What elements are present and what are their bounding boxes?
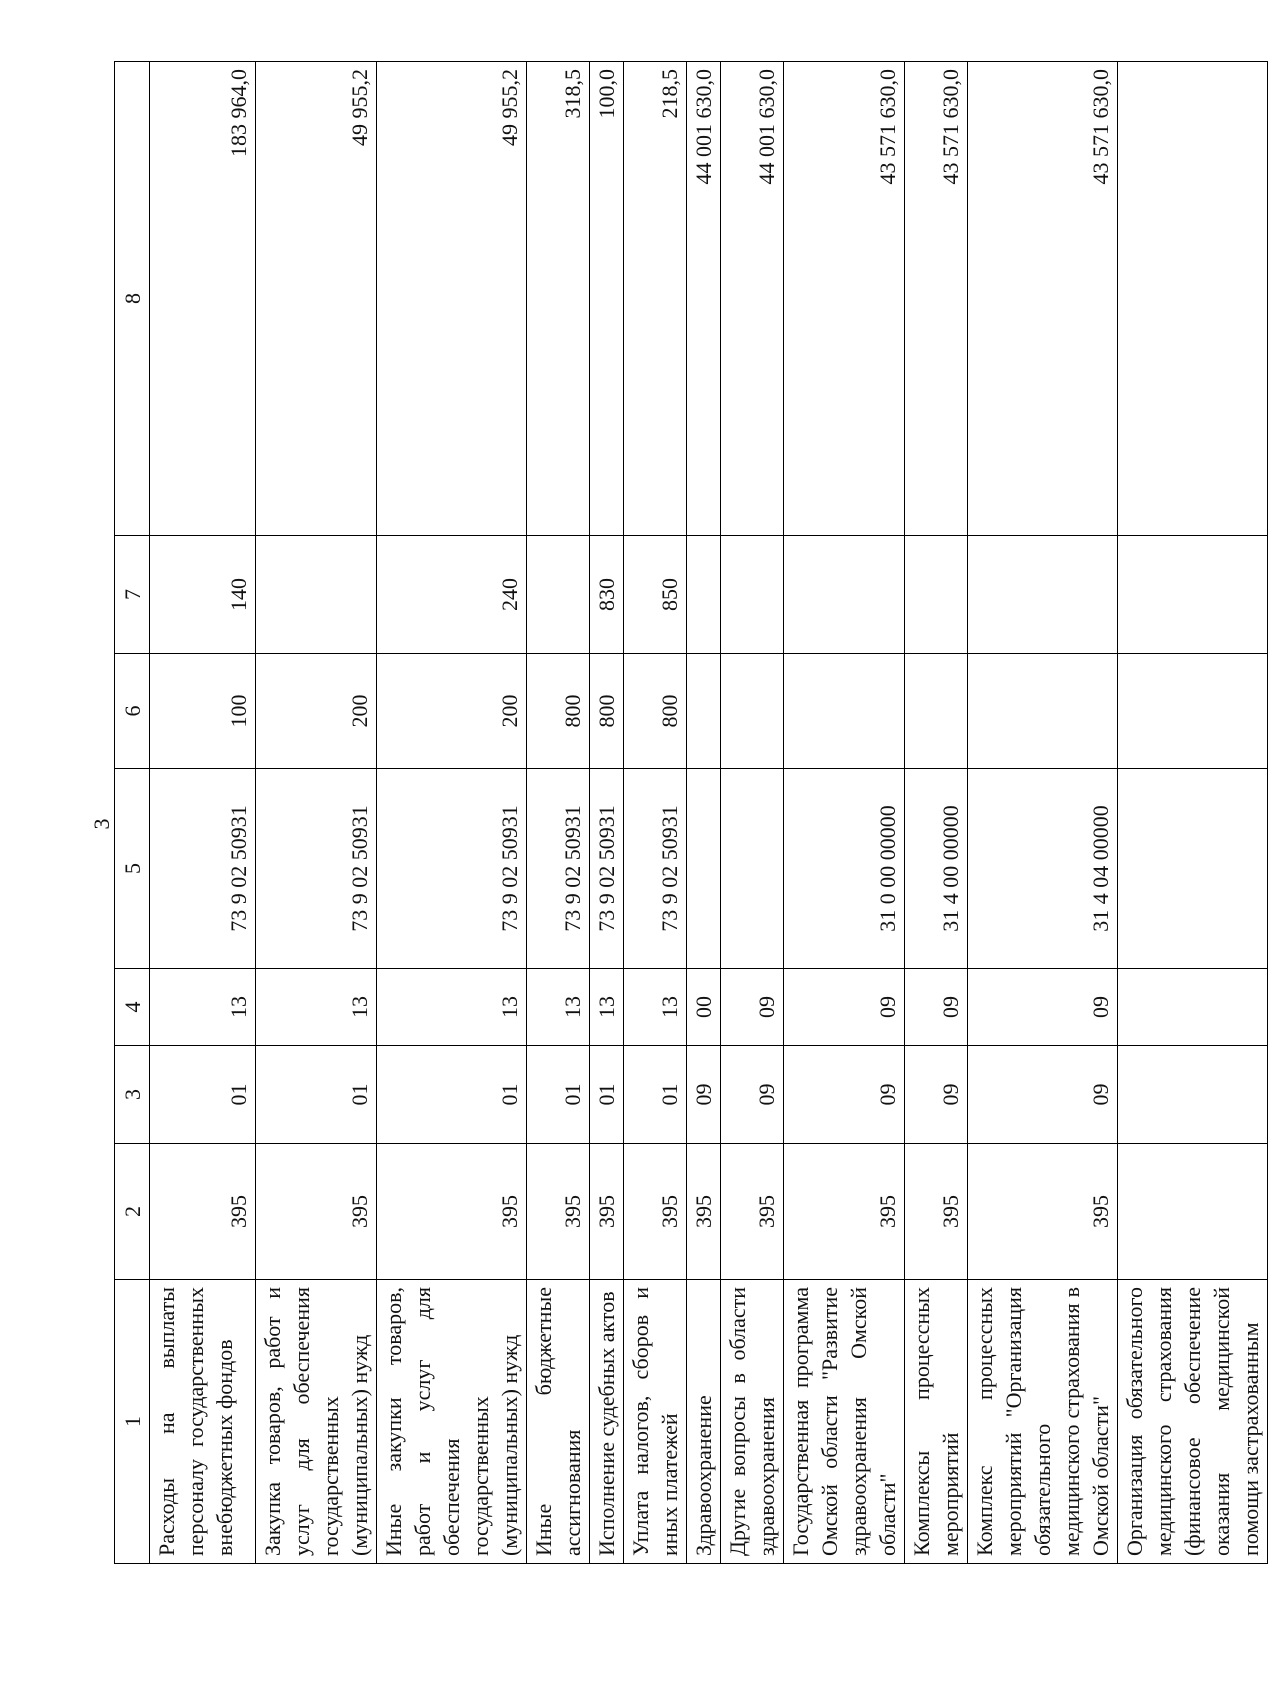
header-col-7: 7 bbox=[115, 536, 150, 654]
row-pr: 09 bbox=[905, 969, 968, 1046]
table-row bbox=[784, 62, 905, 1564]
row-sum: 43 571 630,0 bbox=[784, 62, 905, 536]
row-name: Закупка товаров, работ и услуг для обеспечения государственных (муниципальных) нужд bbox=[256, 1280, 377, 1564]
row-vr-group bbox=[721, 654, 784, 769]
row-vr bbox=[687, 536, 721, 654]
row-grbs: 395 bbox=[590, 1144, 624, 1280]
budget-table bbox=[114, 61, 1268, 1564]
row-vr bbox=[527, 536, 590, 654]
row-sum: 43 571 630,0 bbox=[968, 62, 1118, 536]
row-sum: 44 001 630,0 bbox=[721, 62, 784, 536]
header-col-6: 6 bbox=[115, 654, 150, 769]
row-vr-group bbox=[1118, 654, 1268, 769]
row-vr bbox=[968, 536, 1118, 654]
row-rz: 01 bbox=[590, 1046, 624, 1144]
row-vr bbox=[256, 536, 377, 654]
row-vr bbox=[721, 536, 784, 654]
row-sum: 49 955,2 bbox=[256, 62, 377, 536]
row-csr bbox=[687, 769, 721, 969]
header-row bbox=[115, 62, 150, 1564]
row-name: Другие вопросы в области здравоохранения bbox=[721, 1280, 784, 1564]
row-pr: 13 bbox=[527, 969, 590, 1046]
row-grbs: 395 bbox=[150, 1144, 256, 1280]
row-rz: 01 bbox=[150, 1046, 256, 1144]
row-name: Исполнение судебных актов bbox=[590, 1280, 624, 1564]
row-grbs: 395 bbox=[784, 1144, 905, 1280]
row-vr-group: 100 bbox=[150, 654, 256, 769]
table-row bbox=[968, 62, 1118, 1564]
row-vr-group: 200 bbox=[377, 654, 527, 769]
row-vr bbox=[905, 536, 968, 654]
row-vr: 830 bbox=[590, 536, 624, 654]
row-csr: 31 4 04 00000 bbox=[968, 769, 1118, 969]
row-vr-group bbox=[905, 654, 968, 769]
row-pr: 13 bbox=[256, 969, 377, 1046]
row-vr-group: 800 bbox=[624, 654, 687, 769]
row-name: Иные закупки товаров, работ и услуг для обеспечения государственных (муниципальных) нужд bbox=[377, 1280, 527, 1564]
table-row bbox=[721, 62, 784, 1564]
row-sum: 100,0 bbox=[590, 62, 624, 536]
row-grbs: 395 bbox=[527, 1144, 590, 1280]
row-rz: 09 bbox=[687, 1046, 721, 1144]
row-grbs: 395 bbox=[905, 1144, 968, 1280]
row-rz: 01 bbox=[377, 1046, 527, 1144]
row-pr: 09 bbox=[784, 969, 905, 1046]
row-csr: 73 9 02 50931 bbox=[150, 769, 256, 969]
row-name: Здравоохранение bbox=[687, 1280, 721, 1564]
row-sum: 44 001 630,0 bbox=[687, 62, 721, 536]
table-row bbox=[150, 62, 256, 1564]
row-vr: 240 bbox=[377, 536, 527, 654]
row-vr-group bbox=[968, 654, 1118, 769]
row-name: Уплата налогов, сборов и иных платежей bbox=[624, 1280, 687, 1564]
header-col-4: 4 bbox=[115, 969, 150, 1046]
table-row bbox=[256, 62, 377, 1564]
table-row bbox=[527, 62, 590, 1564]
row-rz bbox=[1118, 1046, 1268, 1144]
row-csr: 73 9 02 50931 bbox=[527, 769, 590, 969]
table-header bbox=[115, 62, 150, 1564]
row-csr: 31 4 00 00000 bbox=[905, 769, 968, 969]
row-name: Расходы на выплаты персоналу государственных внебюджетных фондов bbox=[150, 1280, 256, 1564]
row-sum: 218,5 bbox=[624, 62, 687, 536]
table-row bbox=[687, 62, 721, 1564]
table-row bbox=[1118, 62, 1268, 1564]
row-csr: 73 9 02 50931 bbox=[624, 769, 687, 969]
page-number: 3 bbox=[89, 818, 114, 830]
row-csr: 73 9 02 50931 bbox=[256, 769, 377, 969]
row-grbs: 395 bbox=[721, 1144, 784, 1280]
row-vr: 140 bbox=[150, 536, 256, 654]
row-rz: 09 bbox=[905, 1046, 968, 1144]
row-csr: 31 0 00 00000 bbox=[784, 769, 905, 969]
row-name: Организация обязательного медицинского страхования (финансовое обеспечение оказания медицинской помощи застрахованным bbox=[1118, 1280, 1268, 1564]
table-row bbox=[905, 62, 968, 1564]
header-col-2: 2 bbox=[115, 1144, 150, 1280]
header-col-3: 3 bbox=[115, 1046, 150, 1144]
rotated-table-wrapper bbox=[114, 62, 1263, 1564]
row-grbs: 395 bbox=[624, 1144, 687, 1280]
header-col-5: 5 bbox=[115, 769, 150, 969]
row-sum: 49 955,2 bbox=[377, 62, 527, 536]
table-row bbox=[590, 62, 624, 1564]
row-csr: 73 9 02 50931 bbox=[590, 769, 624, 969]
row-rz: 01 bbox=[256, 1046, 377, 1144]
row-pr: 00 bbox=[687, 969, 721, 1046]
table-body bbox=[150, 62, 1268, 1564]
row-vr: 850 bbox=[624, 536, 687, 654]
row-pr: 13 bbox=[624, 969, 687, 1046]
row-name: Комплексы процессных мероприятий bbox=[905, 1280, 968, 1564]
row-rz: 09 bbox=[968, 1046, 1118, 1144]
row-rz: 01 bbox=[527, 1046, 590, 1144]
row-sum: 43 571 630,0 bbox=[905, 62, 968, 536]
row-vr bbox=[1118, 536, 1268, 654]
row-vr-group: 200 bbox=[256, 654, 377, 769]
row-csr bbox=[721, 769, 784, 969]
row-pr: 13 bbox=[590, 969, 624, 1046]
row-vr-group bbox=[687, 654, 721, 769]
row-rz: 09 bbox=[721, 1046, 784, 1144]
row-sum bbox=[1118, 62, 1268, 536]
row-grbs: 395 bbox=[377, 1144, 527, 1280]
row-pr: 13 bbox=[150, 969, 256, 1046]
row-sum: 318,5 bbox=[527, 62, 590, 536]
header-col-8: 8 bbox=[115, 62, 150, 536]
row-grbs bbox=[1118, 1144, 1268, 1280]
row-pr: 09 bbox=[721, 969, 784, 1046]
row-name: Иные бюджетные ассигнования bbox=[527, 1280, 590, 1564]
row-rz: 09 bbox=[784, 1046, 905, 1144]
row-vr-group bbox=[784, 654, 905, 769]
row-grbs: 395 bbox=[256, 1144, 377, 1280]
row-name: Государственная программа Омской области "Развитие здравоохранения Омской области" bbox=[784, 1280, 905, 1564]
table-row bbox=[624, 62, 687, 1564]
table-row bbox=[377, 62, 527, 1564]
row-name: Комплекс процессных мероприятий "Организация обязательного медицинского страхования в Омской области" bbox=[968, 1280, 1118, 1564]
row-pr: 09 bbox=[968, 969, 1118, 1046]
row-grbs: 395 bbox=[968, 1144, 1118, 1280]
row-rz: 01 bbox=[624, 1046, 687, 1144]
row-csr: 73 9 02 50931 bbox=[377, 769, 527, 969]
row-pr bbox=[1118, 969, 1268, 1046]
row-vr-group: 800 bbox=[527, 654, 590, 769]
row-pr: 13 bbox=[377, 969, 527, 1046]
header-col-1: 1 bbox=[115, 1280, 150, 1564]
row-csr bbox=[1118, 769, 1268, 969]
row-vr bbox=[784, 536, 905, 654]
row-vr-group: 800 bbox=[590, 654, 624, 769]
row-grbs: 395 bbox=[687, 1144, 721, 1280]
row-sum: 183 964,0 bbox=[150, 62, 256, 536]
